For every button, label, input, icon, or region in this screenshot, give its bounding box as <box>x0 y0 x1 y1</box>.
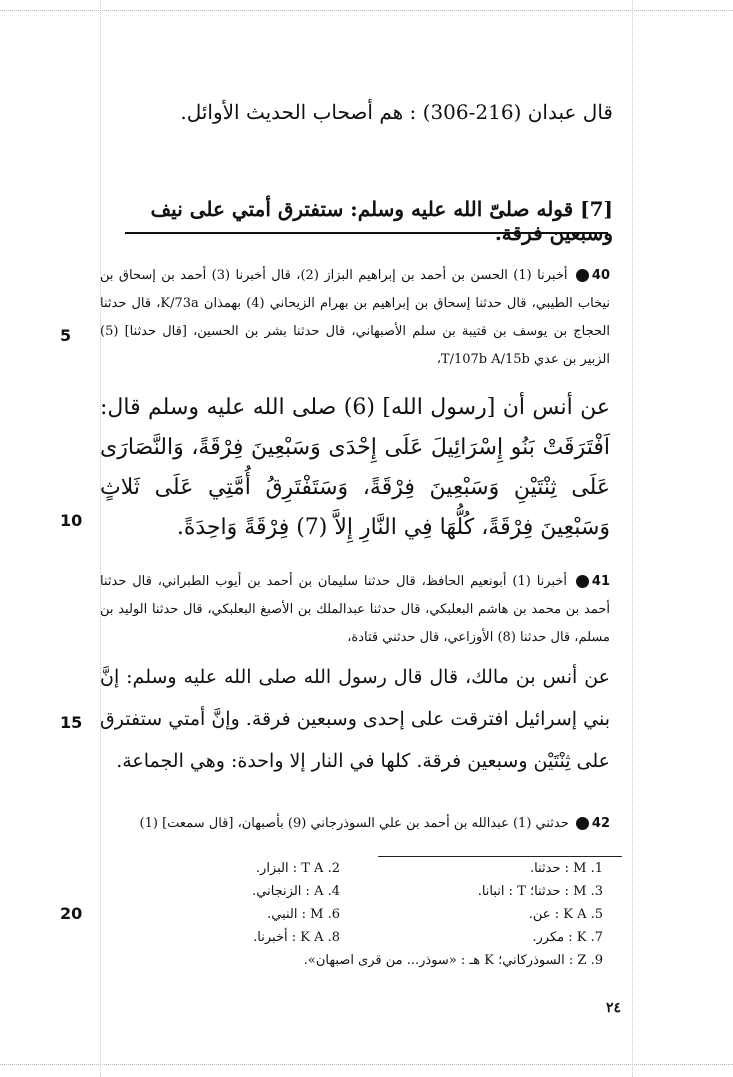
title-underline <box>125 232 608 234</box>
bullet-icon <box>576 269 589 282</box>
line-number: 10 <box>60 511 83 530</box>
hadith-42-isnad <box>100 810 610 838</box>
footnote: 8. K A : أخبرنا. <box>253 930 340 945</box>
hadith-40-isnad <box>100 262 610 374</box>
footnote: 6. M : النبي. <box>267 907 340 922</box>
footnote: 7. K : مكرر. <box>532 930 603 945</box>
footnote: 5. K A : عن. <box>528 907 603 922</box>
line-number: 5 <box>60 326 72 345</box>
hadith-number: 40 <box>591 268 611 283</box>
footnote: 3. M : حدثنا؛ T : انبانا. <box>477 884 603 899</box>
page-number: ٢٤ <box>605 1000 621 1016</box>
hadith-number: 42 <box>591 816 610 831</box>
hadith-number: 41 <box>591 574 610 589</box>
hadith-isnad-text: أخبرنا (1) الحسن بن أحمد بن إبراهيم البزاز (2)، قال أخبرنا (3) أحمد بن إسحاق بن نيخاب الطيبي، قال حدثنا إسحاق بن إبراهيم بن بهرام الزيحاني (4) بهمذان K/73a، قال حدثنا الحجاج بن يوسف بن قتيبة بن سلم الأصبهاني، قال حدثنا بشر بن الحسين، [قال حدثنا] (5) الزبير بن عدي T/107b A/15b، <box>100 268 611 367</box>
footnote: 9. Z : السوذركاني؛ K هـ : «سوذر... من قرى اصبهان». <box>303 953 603 968</box>
line-number: 15 <box>60 713 83 732</box>
hadith-isnad-text: أخبرنا (1) أبونعيم الحافظ، قال حدثنا سليمان بن أحمد بن أيوب الطبراني، قال حدثنا أحمد بن محمد بن هاشم البعلبكي، قال حدثنا عبدالملك بن الأصبغ البعلبكي، قال حدثنا الوليد بن مسلم، قال حدثنا (8) الأوزاعي، قال حدثني قتادة، <box>100 574 610 645</box>
hadith-41-matn: عن أنس بن مالك، قال قال رسول الله صلى الله عليه وسلم: إنَّ بني إسرائيل افترقت على إحدى وسبعين فرقة. وإنَّ أمتي ستفترق على ثِنْتَيْن وسبعين فرقة. كلها في النار إلا واحدة: وهي الجماعة. <box>100 666 610 772</box>
footnote: 2. T A : البزار. <box>255 861 340 876</box>
hadith-41-isnad <box>100 568 610 652</box>
heading-line: قال عبدان (216-306) : هم أصحاب الحديث الأوائل. <box>180 100 613 124</box>
line-number: 20 <box>60 904 83 923</box>
chapter-title: [7] قوله صلىّ الله عليه وسلم: ستفترق أمتي على نيف وسبعين فرقة. <box>150 197 613 245</box>
bullet-icon <box>576 817 589 830</box>
hadith-isnad-text: حدثني (1) عبدالله بن أحمد بن علي السوذرجاني (9) بأصبهان، [قال سمعت] (1) <box>139 816 569 831</box>
guide-line <box>0 1064 733 1065</box>
guide-line <box>632 0 633 1077</box>
footnote: 4. A : الزنجاني. <box>252 884 340 899</box>
footnote-rule <box>378 856 622 857</box>
footnote: 1. M : حدثنا. <box>530 861 603 876</box>
guide-line <box>0 10 733 11</box>
bullet-icon <box>576 575 589 588</box>
hadith-40-matn: عن أنس أن [رسول الله] (6) صلى الله عليه وسلم قال: اَفْتَرَقَتْ بَنُو إِسْرَائِيلَ عَلَى إِحْدَى وَسَبْعِينَ فِرْقَةً، وَالنَّصَارَى عَلَى ثِنْتَيْنِ وَسَبْعِينَ فِرْقَةً، وَسَتَفْتَرِقُ أُمَّتِي عَلَى ثَلاثٍ وَسَبْعِينَ فِرْقَةً، كُلُّهَا فِي النَّارِ إِلاَّ (7) فِرْقَةً وَاحِدَةً. <box>100 395 610 540</box>
